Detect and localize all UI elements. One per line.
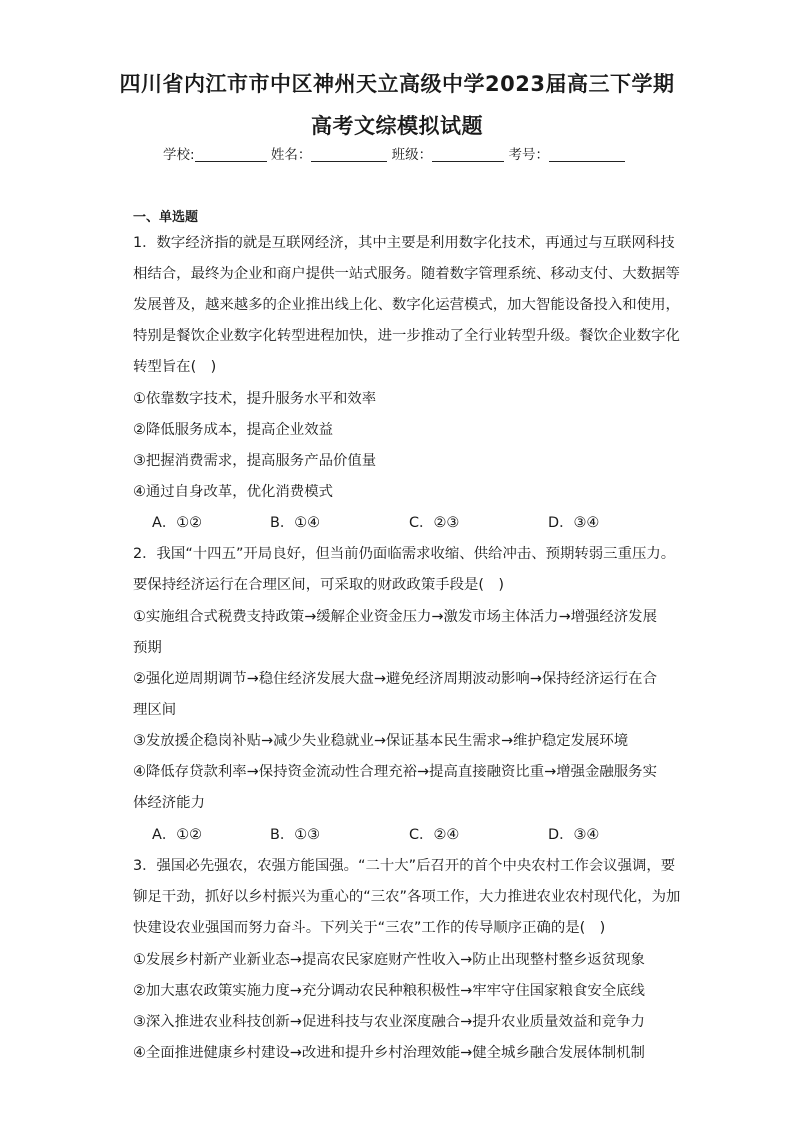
- question-2-item: ①实施组合式税费支持政策→缓解企业资金压力→激发市场主体活力→增强经济发展: [133, 609, 657, 625]
- exam-title-line-1: 四川省内江市市中区神州天立高级中学2023届高三下学期: [119, 72, 675, 96]
- exam-number-blank[interactable]: [549, 147, 625, 162]
- name-blank[interactable]: [311, 147, 387, 162]
- question-1-stem: 发展普及，越来越多的企业推出线上化、数字化运营模式，加大智能设备投入和使用，: [133, 297, 680, 313]
- exam-number-label: 考号：: [508, 147, 549, 163]
- student-info-row: [163, 143, 625, 163]
- question-2-item: 预期: [133, 640, 162, 656]
- school-blank[interactable]: [195, 147, 267, 162]
- question-1-item: ④通过自身改革，优化消费模式: [133, 484, 333, 500]
- question-1-item: ③把握消费需求，提高服务产品价值量: [133, 453, 377, 469]
- question-1-stem: 转型旨在( ): [133, 359, 217, 375]
- option-d[interactable]: D．③④: [548, 515, 600, 531]
- question-2-item: 理区间: [133, 702, 177, 718]
- question-1-options: [152, 513, 652, 533]
- question-3-item: ②加大惠农政策实施力度→充分调动农民种粮积极性→牢牢守住国家粮食安全底线: [133, 983, 645, 999]
- question-3-item: ①发展乡村新产业新业态→提高农民家庭财产性收入→防止出现整村整乡返贫现象: [133, 952, 645, 968]
- option-b[interactable]: B．①③: [270, 827, 321, 843]
- question-3-stem: 快建设农业强国而努力奋斗。下列关于“三农”工作的传导顺序正确的是( ): [133, 920, 606, 936]
- question-1-stem: 相结合，最终为企业和商户提供一站式服务。随着数字管理系统、移动支付、大数据等: [133, 266, 680, 282]
- question-1-stem: 1．数字经济指的就是互联网经济，其中主要是利用数字化技术，再通过与互联网科技: [133, 235, 675, 251]
- option-b[interactable]: B．①④: [270, 515, 321, 531]
- question-3-stem: 3．强国必先强农，农强方能国强。“二十大”后召开的首个中央农村工作会议强调，要: [133, 858, 676, 874]
- question-2-options: [152, 825, 652, 845]
- class-blank[interactable]: [432, 147, 504, 162]
- exam-title-line-2: 高考文综模拟试题: [311, 114, 483, 138]
- question-2-item: ③发放援企稳岗补贴→减少失业稳就业→保证基本民生需求→维护稳定发展环境: [133, 733, 629, 749]
- question-2-item: ④降低存贷款利率→保持资金流动性合理充裕→提高直接融资比重→增强金融服务实: [133, 764, 657, 780]
- option-a[interactable]: A．①②: [152, 827, 203, 843]
- option-c[interactable]: C．②③: [409, 515, 460, 531]
- class-label: 班级：: [391, 147, 433, 163]
- option-c[interactable]: C．②④: [409, 827, 460, 843]
- section-title: 一、单选题: [133, 210, 199, 225]
- question-3-item: ④全面推进健康乡村建设→改进和提升乡村治理效能→健全城乡融合发展体制机制: [133, 1045, 645, 1061]
- school-label: 学校:: [163, 147, 195, 163]
- question-2-item: ②强化逆周期调节→稳住经济发展大盘→避免经济周期波动影响→保持经济运行在合: [133, 671, 657, 687]
- name-label: 姓名：: [270, 147, 312, 163]
- option-d[interactable]: D．③④: [548, 827, 600, 843]
- question-2-item: 体经济能力: [133, 795, 205, 811]
- question-3-item: ③深入推进农业科技创新→促进科技与农业深度融合→提升农业质量效益和竞争力: [133, 1014, 645, 1030]
- option-a[interactable]: A．①②: [152, 515, 203, 531]
- question-2-stem: 要保持经济运行在合理区间，可采取的财政政策手段是( ): [133, 577, 504, 593]
- question-2-stem: 2．我国“十四五”开局良好，但当前仍面临需求收缩、供给冲击、预期转弱三重压力。: [133, 546, 676, 562]
- question-3-stem: 铆足干劲，抓好以乡村振兴为重心的“三农”各项工作，大力推进农业农村现代化，为加: [133, 889, 681, 905]
- question-1-stem: 特别是餐饮企业数字化转型进程加快，进一步推动了全行业转型升级。餐饮企业数字化: [133, 328, 680, 344]
- question-1-item: ②降低服务成本，提高企业效益: [133, 422, 333, 438]
- question-1-item: ①依靠数字技术，提升服务水平和效率: [133, 391, 377, 407]
